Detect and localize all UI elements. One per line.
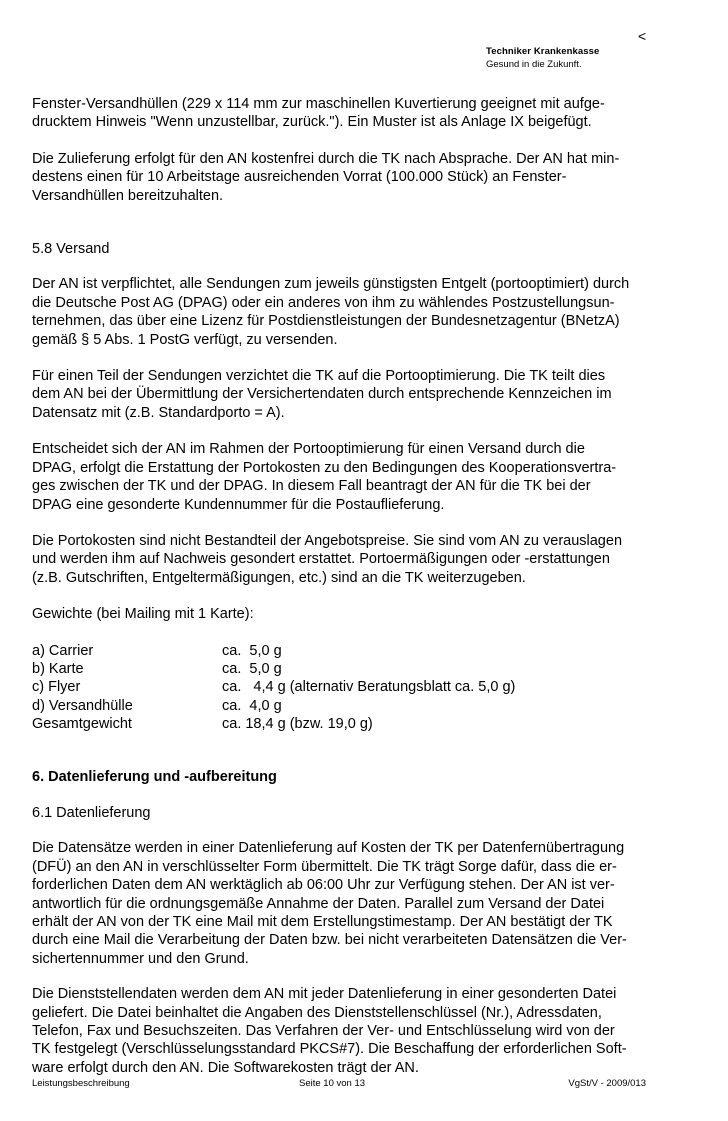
- weight-row: [32, 660, 652, 678]
- document-body: [32, 95, 652, 1077]
- data-delivery-line: sichertennummer und den Grund.: [32, 950, 249, 967]
- office-data-line: Telefon, Fax und Besuchszeiten. Das Verfahren der Ver- und Entschlüsselung wird von der: [32, 1023, 615, 1040]
- supply-line: Versandhüllen bereitzuhalten.: [32, 187, 224, 204]
- office-data-line: Die Dienststellendaten werden dem AN mit jeder Datenlieferung in einer gesonderten Datei: [32, 986, 617, 1003]
- dpag-line: DPAG, erfolgt die Erstattung der Portokosten zu den Bedingungen des Kooperationsvertra-: [32, 459, 617, 476]
- weights-title: Gewichte (bei Mailing mit 1 Karte):: [32, 606, 254, 623]
- office-data-line: ware erfolgt durch den AN. Die Softwarekosten trägt der AN.: [32, 1059, 419, 1076]
- weight-item: d) Versandhülle: [32, 697, 133, 714]
- weight-item: b) Karte: [32, 660, 84, 677]
- weight-row: [32, 697, 652, 715]
- shipping-line: gemäß § 5 Abs. 1 PostG verfügt, zu versenden.: [32, 331, 338, 348]
- shipping-line: Der AN ist verpflichtet, alle Sendungen zum jeweils günstigsten Entgelt (portooptimiert) durch: [32, 276, 630, 293]
- weight-item: a) Carrier: [32, 642, 94, 659]
- weight-value: ca. 4,0 g: [222, 697, 282, 714]
- section-5-8-title: 5.8 Versand: [32, 241, 110, 258]
- office-data-line: TK festgelegt (Verschlüsselungsstandard PKCS#7). Die Beschaffung der erforderlichen Soft-: [32, 1041, 627, 1058]
- footer-document-title: Leistungsbeschreibung: [32, 1078, 130, 1089]
- shipping-line: die Deutsche Post AG (DPAG) oder ein anderes von ihm zu wählendes Postzustellungsun-: [32, 294, 615, 311]
- porto-waiver-line: dem AN bei der Übermittlung der Versichertendaten durch entsprechende Kennzeichen im: [32, 386, 612, 403]
- dpag-line: Entscheidet sich der AN im Rahmen der Portooptimierung für einen Versand durch die: [32, 441, 585, 458]
- header-logo: [486, 46, 599, 71]
- supply-line: Die Zulieferung erfolgt für den AN kostenfrei durch die TK nach Absprache. Der AN hat min-: [32, 150, 620, 167]
- corner-mark: <: [638, 28, 647, 44]
- weight-value: ca. 5,0 g: [222, 660, 282, 677]
- porto-cost-line: (z.B. Gutschriften, Entgeltermäßigungen, etc.) sind an die TK weiterzugeben.: [32, 569, 526, 586]
- footer-reference: VgSt/V - 2009/013: [568, 1078, 646, 1089]
- intro-line: drucktem Hinweis "Wenn unzustellbar, zurück."). Ein Muster ist als Anlage IX beigefügt.: [32, 114, 592, 131]
- data-delivery-line: (DFÜ) an den AN in verschlüsselter Form übermittelt. Die TK trägt Sorge dafür, dass die er-: [32, 858, 617, 875]
- logo-name: Techniker Krankenkasse: [486, 46, 600, 57]
- weight-item: Gesamtgewicht: [32, 716, 132, 733]
- weights-table: [32, 642, 652, 734]
- weight-row: [32, 678, 652, 696]
- supply-line: destens einen für 10 Arbeitstage ausreichenden Vorrat (100.000 Stück) an Fenster-: [32, 169, 567, 186]
- data-delivery-line: erhält der AN von der TK eine Mail mit dem Erstellungstimestamp. Der AN bestätigt der TK: [32, 914, 613, 930]
- intro-line: Fenster-Versandhüllen (229 x 114 mm zur maschinellen Kuvertierung geeignet mit aufge-: [32, 96, 605, 112]
- weight-item: c) Flyer: [32, 679, 81, 696]
- porto-cost-line: und werden ihm auf Nachweis gesondert erstattet. Portoermäßigungen oder -erstattungen: [32, 551, 610, 568]
- porto-cost-line: Die Portokosten sind nicht Bestandteil der Angebotspreise. Sie sind vom AN zu verauslagen: [32, 532, 623, 549]
- dpag-line: DPAG eine gesonderte Kundennummer für die Postauflieferung.: [32, 496, 445, 513]
- office-data-line: geliefert. Die Datei beinhaltet die Angaben des Dienststellenschlüssel (Nr.), Adressdaten,: [32, 1004, 602, 1021]
- section-6-title: 6. Datenlieferung und -aufbereitung: [32, 768, 277, 785]
- section-6-1-title: 6.1 Datenlieferung: [32, 804, 151, 821]
- dpag-line: ges zwischen der TK und der DPAG. In diesem Fall beantragt der AN für die TK bei der: [32, 478, 591, 495]
- data-delivery-line: forderlichen Daten dem AN werktäglich ab 06:00 Uhr zur Verfügung stehen. Der AN ist ver-: [32, 877, 615, 894]
- porto-waiver-line: Für einen Teil der Sendungen verzichtet die TK auf die Portooptimierung. Die TK teilt dies: [32, 368, 606, 385]
- weight-value: ca. 18,4 g (bzw. 19,0 g): [222, 716, 373, 733]
- data-delivery-line: antwortlich für die ordnungsgemäße Annahme der Daten. Parallel zum Versand der Datei: [32, 895, 605, 912]
- logo-claim: Gesund in die Zukunft.: [486, 59, 582, 70]
- weight-row: [32, 715, 652, 733]
- footer-page-number: Seite 10 von 13: [299, 1078, 366, 1089]
- data-delivery-line: durch eine Mail die Verarbeitung der Daten bzw. bei nicht verarbeiteten Datensätzen die Ver-: [32, 932, 627, 949]
- weight-row: [32, 642, 652, 660]
- data-delivery-line: Die Datensätze werden in einer Datenlieferung auf Kosten der TK per Datenfernübertragung: [32, 840, 625, 857]
- porto-waiver-line: Datensatz mit (z.B. Standardporto = A).: [32, 404, 285, 421]
- shipping-line: ternehmen, das über eine Lizenz für Postdienstleistungen der Bundesnetzagentur (BNetzA): [32, 313, 620, 330]
- weight-value: ca. 4,4 g (alternativ Beratungsblatt ca. 5,0 g): [222, 679, 516, 696]
- weight-value: ca. 5,0 g: [222, 642, 282, 659]
